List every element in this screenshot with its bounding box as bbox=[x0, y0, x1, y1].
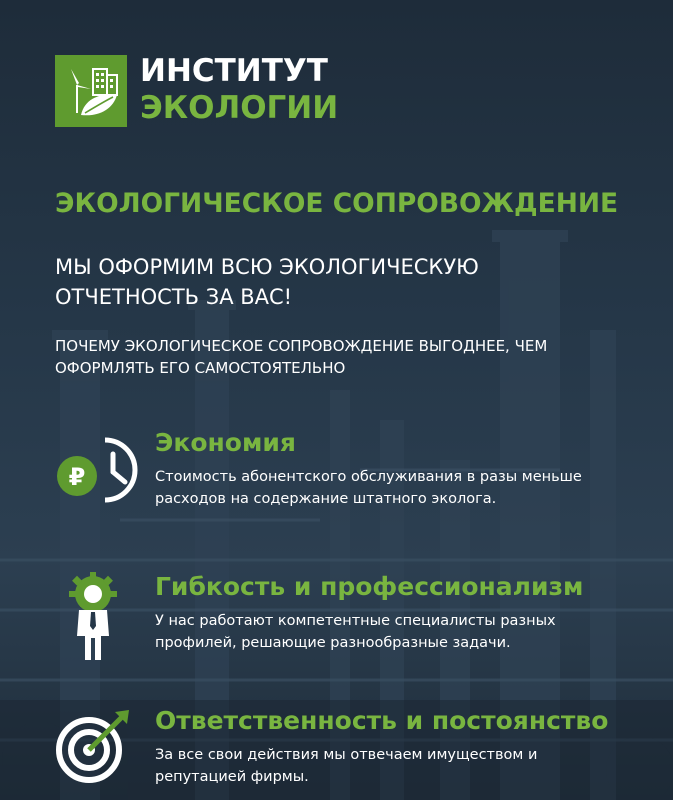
svg-text:₽: ₽ bbox=[68, 463, 86, 491]
feature-description: Стоимость абонентского обслуживания в разы меньше расходов на содержание штатного эколога. bbox=[155, 469, 582, 507]
feature-responsibility bbox=[55, 706, 655, 796]
target-arrow-icon bbox=[55, 706, 145, 796]
feature-title: Ответственность и постоянство bbox=[155, 706, 609, 735]
logo-line-2: ЭКОЛОГИИ bbox=[140, 90, 339, 126]
ruble-clock-icon bbox=[55, 428, 145, 518]
feature-description: У нас работают компетентные специалисты разных профилей, решающие разнообразные задачи. bbox=[155, 613, 556, 651]
question-text: ПОЧЕМУ ЭКОЛОГИЧЕСКОЕ СОПРОВОЖДЕНИЕ ВЫГОДНЕЕ, ЧЕМ ОФОРМЛЯТЬ ЕГО САМОСТОЯТЕЛЬНО bbox=[55, 337, 548, 377]
page-title: ЭКОЛОГИЧЕСКОЕ СОПРОВОЖДЕНИЕ bbox=[55, 188, 619, 219]
feature-economy bbox=[55, 428, 655, 518]
feature-description: За все свои действия мы отвечаем имуществом и репутацией фирмы. bbox=[155, 747, 538, 785]
subheadline: МЫ ОФОРМИМ ВСЮ ЭКОЛОГИЧЕСКУЮ ОТЧЕТНОСТЬ ЗА ВАС! bbox=[55, 255, 479, 309]
person-gear-icon bbox=[55, 572, 145, 662]
feature-flexibility bbox=[55, 572, 655, 662]
logo-icon bbox=[55, 55, 127, 127]
logo-wordmark bbox=[140, 53, 338, 127]
feature-title: Гибкость и профессионализм bbox=[155, 572, 584, 601]
feature-title: Экономия bbox=[155, 428, 296, 457]
logo-line-1: ИНСТИТУТ bbox=[140, 53, 328, 89]
